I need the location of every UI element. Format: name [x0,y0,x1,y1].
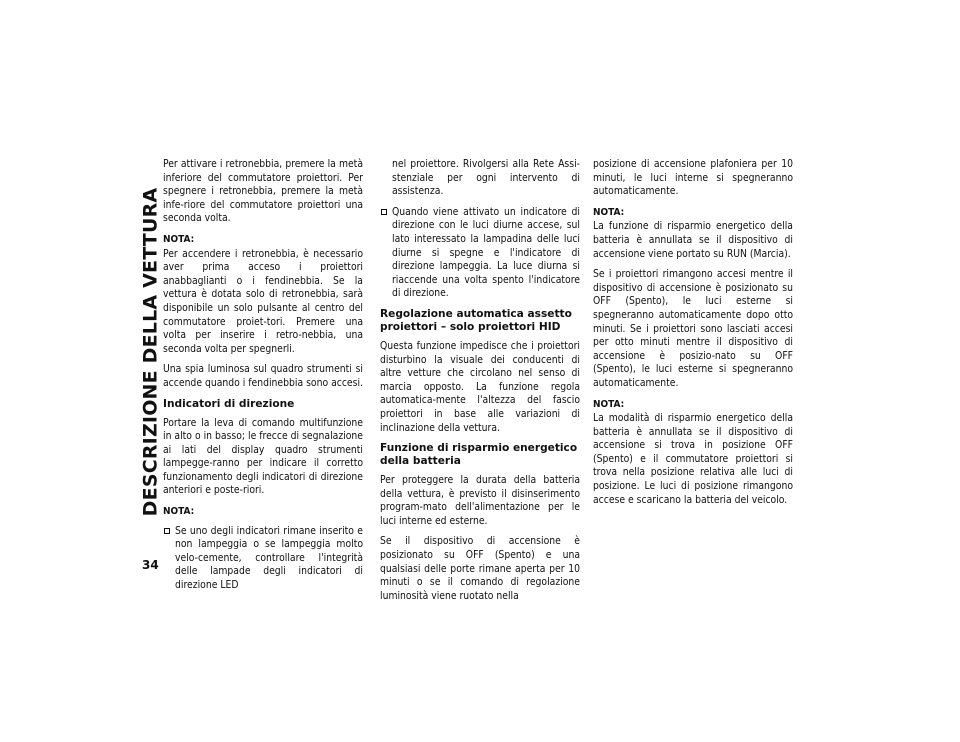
paragraph: Una spia luminosa sul quadro strumenti si accende quando i fendinebbia sono accesi. [163,363,363,389]
bullet-item [163,525,363,593]
heading-risparmio-energetico: Funzione di risparmio energetico della batteria [380,442,578,468]
note-text: La funzione di risparmio energetico della batteria è annullata se il dispositivo di accensione viene portato su RUN (Marcia). [593,220,793,260]
note-text: Per accendere i retronebbia, è necessario aver prima acceso i proiettori anabbaglianti o i fendinebbia. Se la vettura è dotata solo di retronebbia, sarà disponibile un solo pulsante al centro del commutatore proiet-tori. Premere una volta per inserire i retro-nebbia, una seconda volta per spegnerli. [163,247,363,355]
square-bullet-icon [164,528,170,534]
page-number: 34 [142,558,159,572]
paragraph: Questa funzione impedisce che i proiettori disturbino la visuale dei conducenti di altre vetture che circolano nel senso di marcia opposto. La funzione regola automatica-mente l'altezza del fascio proiettori in base alle variazioni di inclinazione della vettura. [380,339,580,434]
square-bullet-icon [381,209,387,215]
paragraph: Se il dispositivo di accensione è posizionato su OFF (Spento) e una qualsiasi delle porte rimane aperta per 10 minuti o se il comando di regolazione luminosità viene ruotato nella [380,535,580,602]
section-title-text: DESCRIZIONE DELLA VETTURA [139,187,162,517]
section-title [139,168,161,536]
column-2 [380,158,580,610]
paragraph: Per attivare i retronebbia, premere la metà inferiore del commutatore proiettori. Per spegnere i retronebbia, premere la metà infe-riore del commutatore proiettori una seconda volta. [163,158,363,225]
heading-indicatori-direzione: Indicatori di direzione [163,397,295,410]
bullet-text: Se uno degli indicatori rimane inserito e non lampeggia o se lampeggia molto velo-cemente, controllare l'integrità delle lampade degli indicatori di direzione LED [175,524,363,592]
bullet-continuation: nel proiettore. Rivolgersi alla Rete Assi-stenziale per ogni intervento di assistenza. [392,158,580,198]
bullet-item [380,206,580,301]
paragraph: Se i proiettori rimangono accesi mentre il dispositivo di accensione è posizionato su OFF (Spento), le luci esterne si spegneranno automaticamente dopo otto minuti. Se i proiettori sono lasciati accesi per otto minuti mentre il dispositivo di accensione è posizio-nato su OFF (Spento), le luci esterne si spegneranno automaticamente. [593,268,793,389]
note-label: NOTA: [593,206,625,218]
note-label: NOTA: [163,506,195,518]
note-label: NOTA: [163,233,195,245]
paragraph: posizione di accensione plafoniera per 10 minuti, le luci interne si spegneranno automaticamente. [593,158,793,198]
column-1 [163,158,363,600]
heading-regolazione-assetto: Regolazione automatica assetto proiettori – solo proiettori HID [380,307,572,333]
bullet-text: Quando viene attivato un indicatore di direzione con le luci diurne accese, sul lato interessato la lampadina delle luci diurne si spegne e l'indicatore di direzione lampeggia. La luce diurna si riaccende una volta spento l'indicatore di direzione. [392,205,580,300]
paragraph: Portare la leva di comando multifunzione in alto o in basso; le frecce di segnalazione ai lati del display quadro strumenti lampegge-ranno per indicare il corretto funzionamento degli indicatori di direzione anteriori e poste-riori. [163,416,363,497]
note-label: NOTA: [593,398,625,410]
paragraph: Per proteggere la durata della batteria della vettura, è previsto il disinserimento program-mato dell'alimentazione per le luci interne ed esterne. [380,474,580,527]
column-3 [593,158,793,514]
note-text: La modalità di risparmio energetico della batteria è annullata se il dispositivo di accensione si trova in posizione OFF (Spento) e il commutatore proiettori si trova nella posizione relativa alle luci di posizione. Le luci di posizione rimangono accese e scaricano la batteria del veicolo. [593,412,793,506]
